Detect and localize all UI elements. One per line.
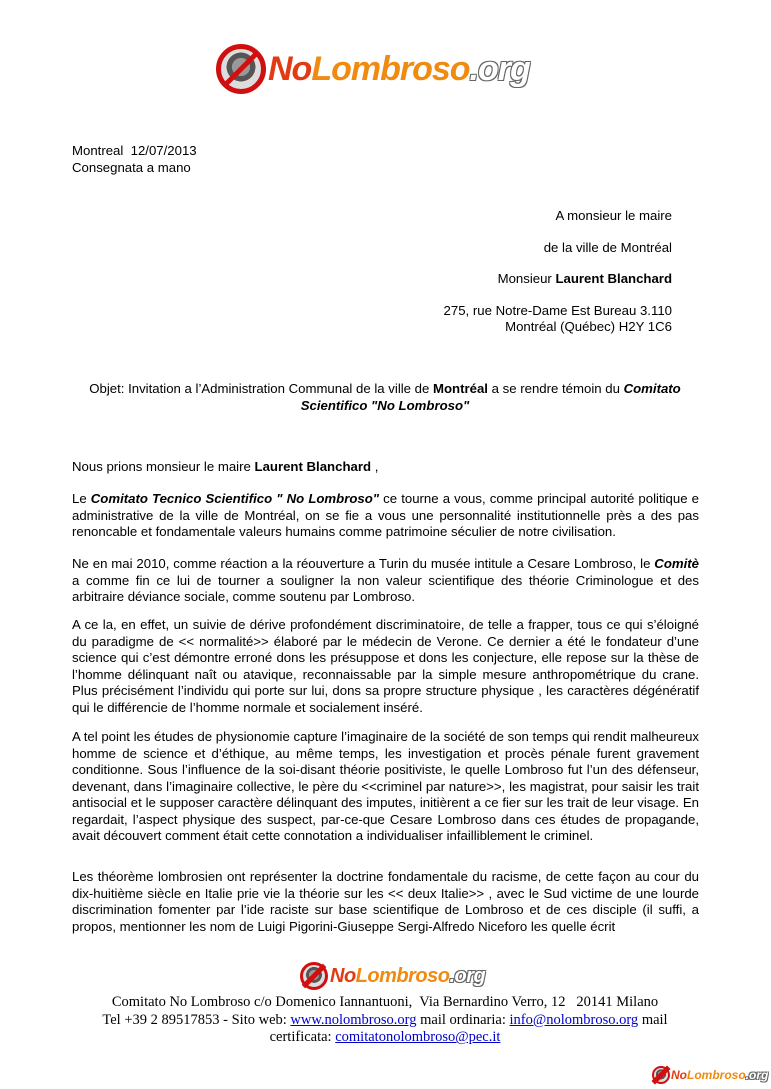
logo-text: NoLombroso.org — [268, 49, 530, 88]
paragraph-3: A ce la, en effet, un suivie de dérive profondément discriminatoire, de telle a frapper, tous ce qui s’éloigné du paradigme de << normalité>> élaboré par le médecin de Verone. Ce dernier a été le fondateur d’une science qui c’est démontre erroné dons les présuppose et dons les conjecture, elle repose sur la thèse de l’homme délinquant naît ou atavique, reconnaissable par la simple mesure anthropométrique du crane. Plus précisément l’individu qui porte sur lui, dons sa propre structure physique , les caractères dégénératif qui le différencie de l’homme normale et socialement inséré. — [72, 617, 699, 715]
recipient-line-3: Monsieur Laurent Blanchard — [497, 271, 672, 286]
footer-logo — [300, 962, 485, 990]
paragraph-4: A tel point les études de physionomie capture l’imaginaire de la société de son temps qui rendit malheureux homme de science et d’éthique, au même temps, les investigation et procès pénale furent gravement conditionne. Sous l’influence de la soi-disant théorie positiviste, le quelle Lombroso fut l’un des défenseur, devenant, dans l’imaginaire collective, le père du <<criminel par nature>>, les magistrat, pour saisir les trait antisocial et le supposer caractère délinquant des imputes, initièrent a ce fier sur les trait de leur visage. En regardait, l’aspect physique des suspect, par-ce-que Cesare Lombroso dans ces études de propagande, avait découvert comment était cette connotation a individualiser infailliblement le criminel. — [72, 729, 699, 843]
committee-short: Comitè — [654, 556, 699, 571]
footer-pec: certificata: comitatonolombroso@pec.it — [269, 1029, 501, 1045]
greeting: Nous prions monsieur le maire Laurent Blanchard , — [72, 459, 379, 474]
corner-logo-text: NoLombroso.org — [671, 1068, 769, 1082]
no-lombroso-ban-icon — [216, 44, 266, 94]
subject-line: Objet: Invitation a l’Administration Communal de la ville de Montréal a se rendre témoin du Comitato Scientifico "No Lombroso" — [89, 381, 681, 413]
subject-committee: Comitato Scientifico "No Lombroso" — [300, 381, 681, 413]
letter-header — [72, 143, 197, 176]
footer-ban-icon — [300, 962, 328, 990]
corner-ban-icon — [652, 1066, 670, 1084]
corner-logo — [652, 1066, 768, 1084]
greeting-name: Laurent Blanchard — [254, 459, 372, 474]
footer-logo-text: NoLombroso.org — [330, 964, 486, 987]
recipient-line-4: 275, rue Notre-Dame Est Bureau 3.110 — [443, 302, 672, 318]
pec-link[interactable]: comitatonolombroso@pec.it — [335, 1029, 501, 1045]
nolombroso-logo — [216, 44, 530, 94]
paragraph-5: Les théorème lombrosien ont représenter la doctrine fondamentale du racisme, de cette façon au cour du dix-huitième siècle en Italie prie vie la théorie sur les << deux Italie>> , avec le Sud victime de une lourde discrimination fomenter par l’ide raciste sur base scientifique de Lombroso et de ces disciple (il suffi, a propos, mentionner les nom de Luigi Pigorini-Giuseppe Sergi-Alfredo Niceforo les quelle écrit — [72, 869, 699, 934]
recipient-address — [444, 208, 672, 336]
recipient-name: Laurent Blanchard — [555, 271, 672, 286]
recipient-line-1: A monsieur le maire — [555, 208, 672, 223]
website-link[interactable]: www.nolombroso.org — [290, 1011, 417, 1028]
delivery-note: Consegnata a mano — [72, 159, 191, 175]
subject-city: Montréal — [433, 381, 488, 396]
email-link[interactable]: info@nolombroso.org — [509, 1011, 639, 1028]
paragraph-2: Ne en mai 2010, comme réaction a la réouverture a Turin du musée intitule a Cesare Lombroso, le Comitè a comme fin ce lui de tourner a souligner la non valeur scientifique des théorie Criminologue et des arbitraire déviance sociale, comme soutenu par Lombroso. — [72, 556, 699, 604]
paragraph-1: Le Comitato Tecnico Scientifico " No Lombroso" ce tourne a vous, comme principal autorité politique e administrative de la ville de Montréal, on se fie a vous une personnalité institutionnelle près a des pas renoncable et fondamentale valeurs humains comme patrimoine séculier de notre civilisation. — [72, 491, 699, 539]
footer-address: Comitato No Lombroso c/o Domenico Iannantuoni, Via Bernardino Verro, 12 20141 Milano — [111, 994, 659, 1010]
footer-contacts: Tel +39 2 89517853 - Sito web: www.nolombroso.org mail ordinaria: info@nolombroso.org mail — [102, 1011, 668, 1028]
footer — [60, 994, 710, 1047]
recipient-line-2: de la ville de Montréal — [543, 239, 672, 255]
committee-name: Comitato Tecnico Scientifico " No Lombroso" — [90, 491, 380, 506]
recipient-line-5: Montréal (Québec) H2Y 1C6 — [505, 319, 672, 334]
place-date: Montreal 12/07/2013 — [72, 143, 197, 158]
